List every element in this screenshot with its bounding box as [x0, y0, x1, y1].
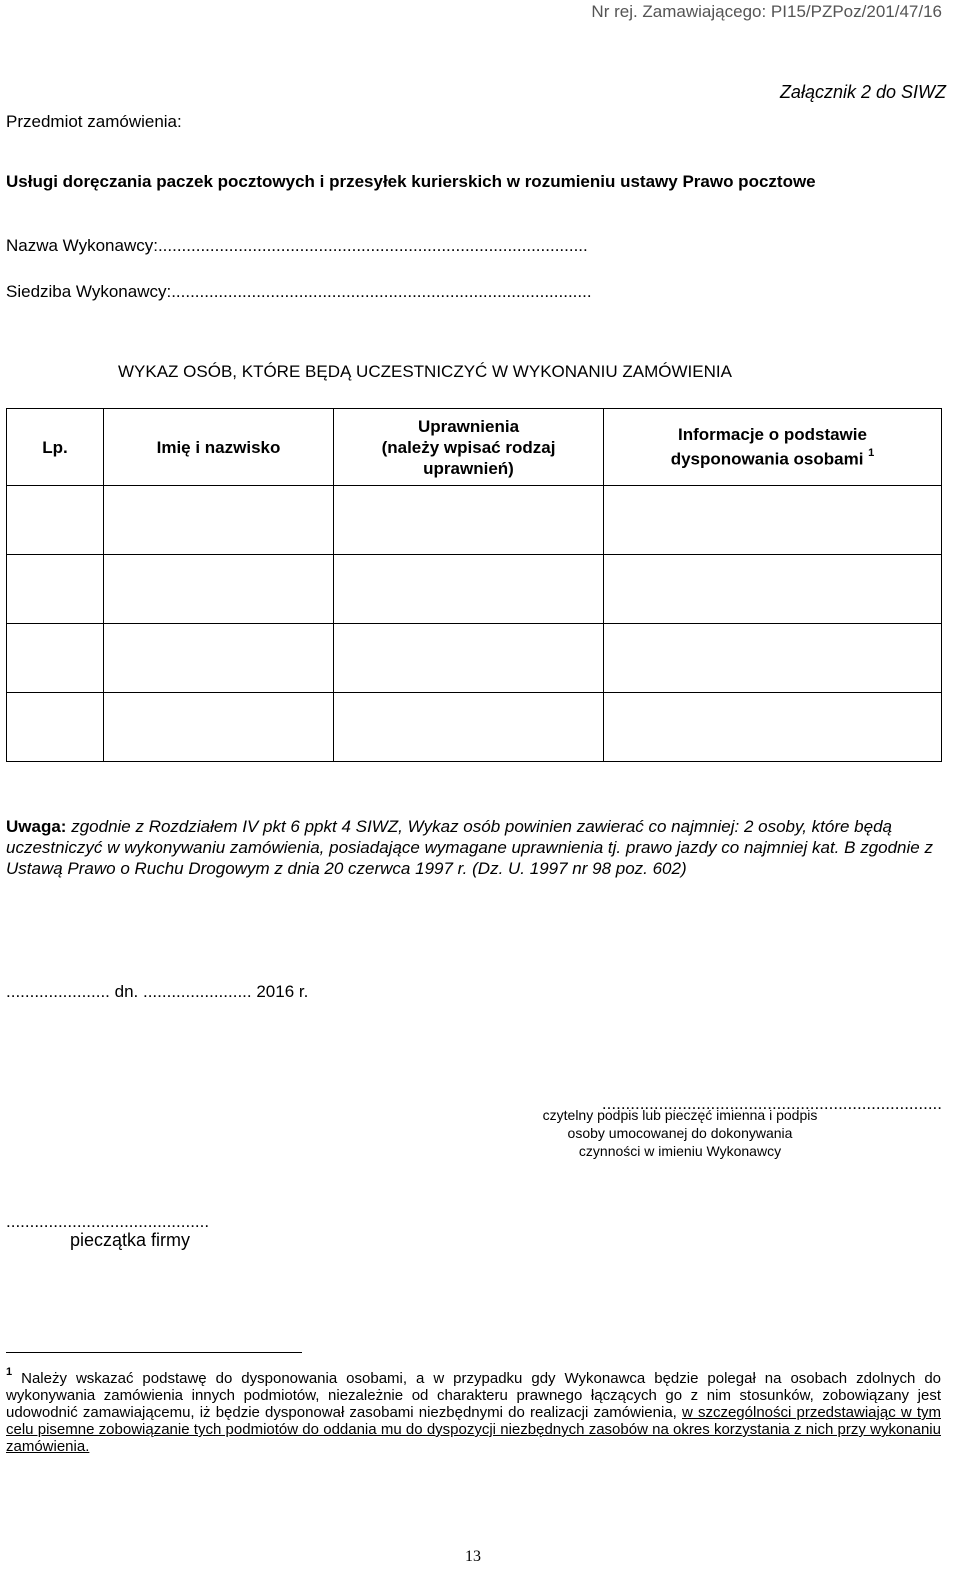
- subject-label: Przedmiot zamówienia:: [6, 112, 182, 131]
- contractor-name-line: Nazwa Wykonawcy:...........................................................................................: [6, 236, 588, 255]
- cell-permissions[interactable]: [334, 555, 604, 624]
- cell-lp[interactable]: [7, 555, 104, 624]
- footnote-separator: [6, 1352, 302, 1353]
- cell-disposal-basis[interactable]: [604, 693, 942, 762]
- footnote-mark: 1: [6, 1366, 13, 1378]
- cell-lp[interactable]: [7, 624, 104, 693]
- stamp-dots: ...........................................: [6, 1212, 210, 1231]
- header-name: Imię i nazwisko: [104, 409, 334, 486]
- cell-permissions[interactable]: [334, 486, 604, 555]
- cell-permissions[interactable]: [334, 693, 604, 762]
- footnote-text-underlined: w szczególności przedstawiając w tym celu pisemne zobowiązanie tych podmiotów do oddania mu do dyspozycji niezbędnych zasobów na okres korzystania z nich przy wykonaniu zamówienia.: [6, 1404, 941, 1455]
- cell-disposal-basis[interactable]: [604, 486, 942, 555]
- table-row: [7, 624, 942, 693]
- table-row: [7, 693, 942, 762]
- contractor-seat-line: Siedziba Wykonawcy:.........................................................................................: [6, 282, 592, 301]
- date-line: ...................... dn. ....................... 2016 r.: [6, 982, 309, 1001]
- table-header-row: [7, 409, 942, 486]
- footnote: [6, 1366, 941, 1455]
- note-paragraph: [6, 816, 941, 879]
- header-permissions: Uprawnienia (należy wpisać rodzaj uprawnień): [334, 409, 604, 486]
- header-disposal-basis: Informacje o podstawie dysponowania osobami $^1$: [604, 409, 942, 486]
- cell-disposal-basis[interactable]: [604, 555, 942, 624]
- footnote-text: Należy wskazać podstawę do dysponowania osobami, a w przypadku gdy Wykonawca będzie polegał na osobach zdolnych do wykonywania zamówienia innych podmiotów, niezależnie od charakteru prawnego łączących go z nim stosunków, zobowiązany jest udowodnić zamawiającemu, iż będzie dysponował zasobami niezbędnymi do realizacji zamówienia,: [6, 1370, 941, 1421]
- registration-number: Nr rej. Zamawiającego: PI15/PZPoz/201/47/16: [591, 2, 942, 21]
- footnote-reference: 1: [868, 447, 875, 460]
- note-text: zgodnie z Rozdziałem IV pkt 6 ppkt 4 SIWZ, Wykaz osób powinien zawierać co najmniej: 2 osoby, które będą uczestniczyć w wykonywaniu zamówienia, posiadające wymagane uprawnienia tj. prawo jazdy co najmniej kat. B zgodnie z Ustawą Prawo o Ruchu Drogowym z dnia 20 czerwca 1997 r. (Dz. U. 1997 nr 98 poz. 602): [6, 817, 933, 878]
- cell-name[interactable]: [104, 555, 334, 624]
- note-label: Uwaga:: [6, 817, 67, 836]
- header-lp: Lp.: [7, 409, 104, 486]
- table-row: [7, 486, 942, 555]
- cell-lp[interactable]: [7, 693, 104, 762]
- cell-lp[interactable]: [7, 486, 104, 555]
- cell-disposal-basis[interactable]: [604, 624, 942, 693]
- attachment-label: Załącznik 2 do SIWZ: [779, 82, 946, 102]
- page-number: 13: [465, 1548, 481, 1565]
- cell-name[interactable]: [104, 693, 334, 762]
- cell-name[interactable]: [104, 486, 334, 555]
- signature-caption: czytelny podpis lub pieczęć imienna i podpis osoby umocowanej do dokonywania czynności w imieniu Wykonawcy: [542, 1107, 818, 1159]
- cell-permissions[interactable]: [334, 624, 604, 693]
- table-row: [7, 555, 942, 624]
- table-title: WYKAZ OSÓB, KTÓRE BĘDĄ UCZESTNICZYĆ W WYKONANIU ZAMÓWIENIA: [118, 362, 732, 381]
- signature-dots: ........................................................................: [601, 1094, 942, 1113]
- persons-table: [6, 408, 942, 762]
- subject-title: Usługi doręczania paczek pocztowych i przesyłek kurierskich w rozumieniu ustawy Prawo pocztowe: [6, 172, 816, 191]
- stamp-label: pieczątka firmy: [70, 1230, 191, 1250]
- cell-name[interactable]: [104, 624, 334, 693]
